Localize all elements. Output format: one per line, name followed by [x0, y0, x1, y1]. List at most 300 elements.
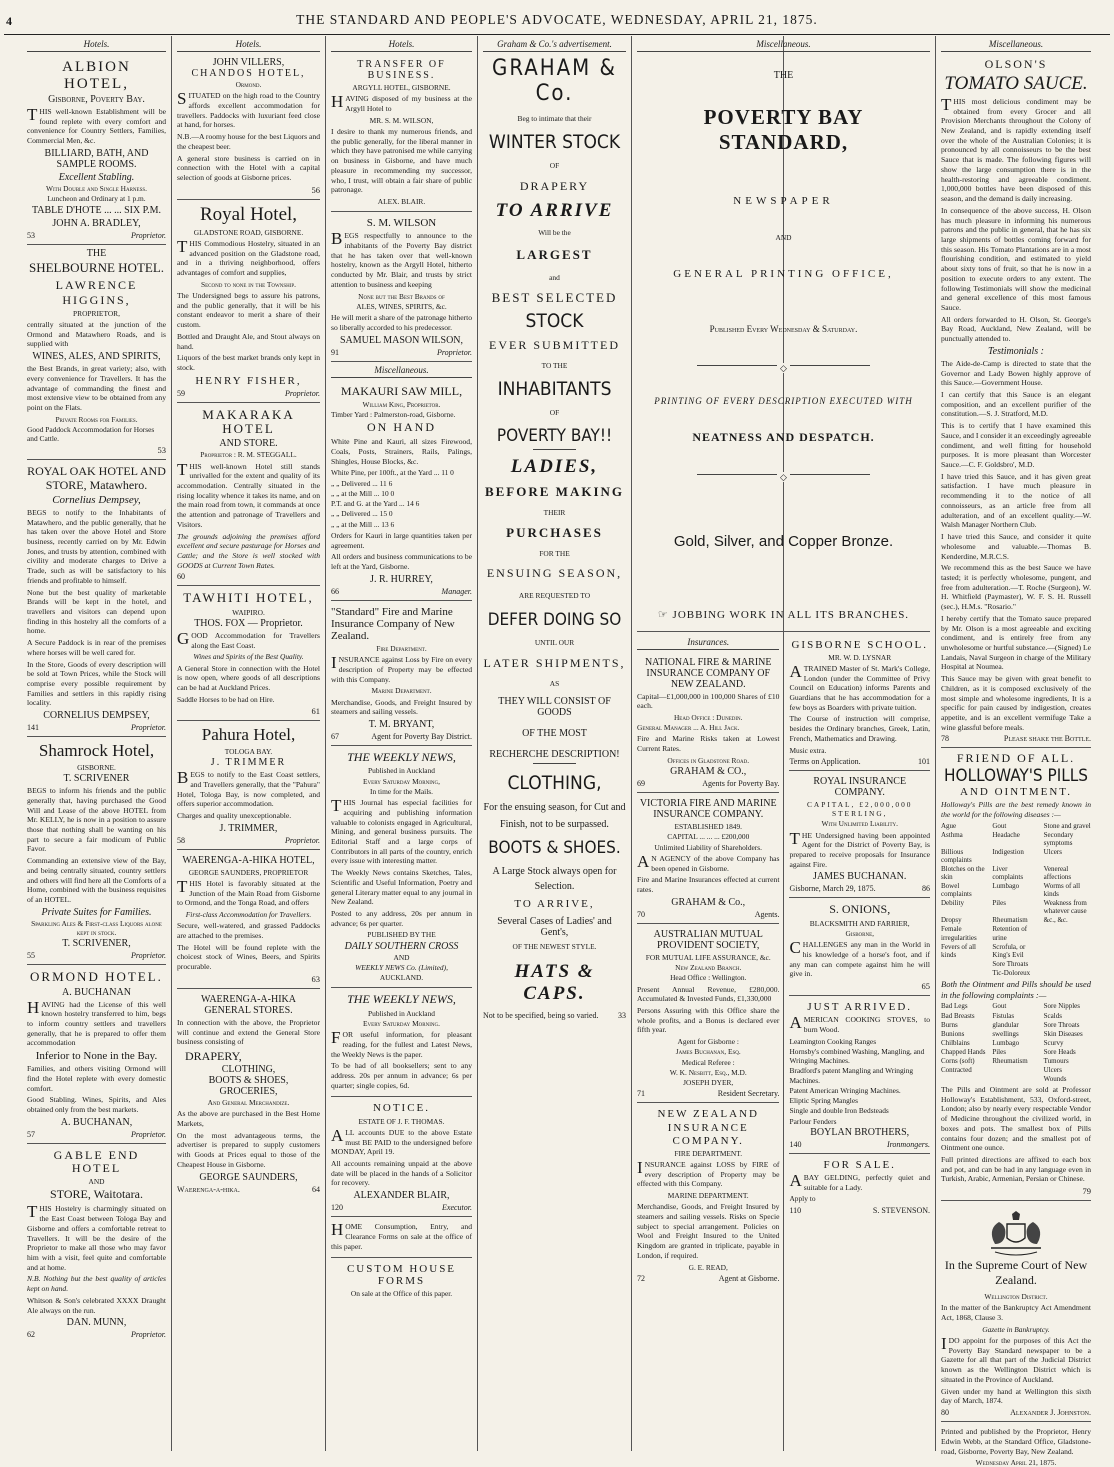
ad-line: Not to be specified, being so varied.	[483, 1011, 599, 1020]
ad-body: Posted to any address, 20s per annum in advance; 6s per quarter.	[331, 909, 472, 928]
ad-place: Waerenga-a-hika.	[177, 1184, 240, 1194]
ad-title: WAERENGA-A-HIKA HOTEL,	[182, 854, 315, 866]
ad-body: IDO appoint for the purposes of this Act the Poverty Bay Standard newspaper to be a Gazette for all that part of the Judicial District known as the Wellington District which is situated in the Province of Auckland.	[941, 1334, 1091, 1384]
table-cell	[1044, 960, 1091, 968]
ad-body: All accounts remaining unpaid at the above date will be placed in the hands of a Solicitor for recovery.	[331, 1158, 472, 1188]
table-cell: Bad Legs	[941, 1002, 968, 1011]
list-item: Leamington Cooking Ranges	[789, 1036, 877, 1046]
table-cell: swellings	[992, 1029, 1019, 1038]
table-cell	[1044, 925, 1091, 941]
ad-title: GABLE END HOTEL	[53, 1147, 140, 1175]
ad-body: Commanding an extensive view of the Bay, and being centrally situated, country settlers and others will find here all the Comforts of a Home, combined with the business requisites of an HOTEL.	[27, 856, 166, 905]
ad-signature: CORNELIUS DEMPSEY,	[43, 710, 150, 722]
ad-role: Proprietor.	[130, 951, 166, 961]
ad-line: OF	[549, 408, 560, 418]
consumption-forms-ad	[331, 1217, 472, 1258]
price-line: „ „ at the Mill ... 10 0	[331, 488, 395, 498]
ad-subtitle: GISBORNE.	[77, 762, 116, 772]
pointing-hand-icon: ☞	[657, 608, 673, 621]
ad-number: 62	[27, 1330, 35, 1340]
ad-number: 60	[177, 572, 185, 582]
ad-role: Proprietor.	[436, 347, 472, 357]
ad-line: Unlimited Liability of Shareholders.	[654, 842, 762, 852]
list-item: AMERICAN COOKING STOVES, to burn Wood.	[789, 1013, 930, 1034]
ad-body: A general store business is carried on in connection with the Hotel with a capital selection of goods at Gisborne prices.	[177, 153, 320, 182]
ad-body: Fire and Marine Risks taken at Lowest Current Rates.	[637, 734, 780, 754]
table-cell: Worms of all kinds	[1043, 882, 1081, 899]
ad-subtitle: TOLOGA BAY.	[224, 746, 273, 756]
ad-body: Fire and Marine Insurances effected at current rates.	[637, 875, 780, 895]
imprint	[941, 1422, 1091, 1467]
ad-role: Resident Secretary.	[717, 1089, 780, 1099]
ad-body: Charges and quality unexceptionable.	[177, 810, 292, 820]
insurance-school-area	[637, 634, 930, 1287]
ad-body: Good Stabling. Wines, Spirits, and Ales obtained only from the best markets.	[27, 1095, 166, 1114]
ad-subtitle: WAIPIRO.	[232, 607, 265, 617]
ad-body: I desire to thank my numerous friends, and the public generally, for the liberal manner in which they have patronised me while carrying on business in Gisborne, and have much pleasure in recommending my successor, who, I trust, will obtain a fair share of public patronage.	[331, 126, 472, 195]
table-cell: Gout	[992, 1002, 1007, 1011]
table-cell: Piles	[992, 899, 1006, 908]
ad-line: PRINTING OF EVERY DESCRIPTION EXECUTED WITH	[654, 395, 913, 406]
ad-subtitle: AND STORE.	[219, 438, 278, 450]
ad-role: Proprietor.	[284, 835, 320, 845]
ad-title: S. M. WILSON	[366, 217, 437, 230]
ad-line: THEIR	[543, 507, 566, 517]
shamrock-hotel-ad	[27, 737, 166, 965]
ad-line: THE	[86, 248, 107, 260]
ad-line: For the ensuing season, for Cut and	[483, 801, 626, 813]
ad-title: ORMOND HOTEL.	[30, 969, 163, 985]
ad-line: First-class Accommodation for Travellers.	[185, 910, 312, 920]
ad-title: JUST ARRIVED.	[807, 1001, 913, 1014]
ad-line: Several Cases of Ladies' and Gent's,	[497, 915, 612, 938]
ad-body: GOOD Accommodation for Travellers along the East Coast.	[177, 629, 320, 650]
ad-body: HOME Consumption, Entry, and Clearance Forms on sale at the office of this paper.	[331, 1220, 472, 1251]
ad-title: POVERTY BAY STANDARD,	[703, 105, 864, 154]
ad-signature: BOYLAN BROTHERS,	[810, 1126, 910, 1138]
ad-line: THE	[773, 70, 794, 81]
ad-line: Will be the	[538, 227, 571, 237]
ad-body: The Hotel will be found replete with the choicest stock of Wines, Beers, and Spirits procurable.	[177, 942, 320, 972]
table-cell	[992, 1075, 1039, 1083]
ad-body: In consequence of the above success, H. Olson has much pleasure in informing his numerous patrons and the public in general, that he has six large shipments of bottles coming forward for this season. His Tomato Plantations are in a most flourishing condition, and estimated to yield about sixty tons of fruit, so that he is now in a position to execute orders to any extent. The following Testimonials will show the medicinal and general excellence of this most famous Sauce.	[941, 205, 1091, 312]
ad-role: Proprietor.	[130, 1330, 166, 1340]
ad-body: INSURANCE against LOSS by FIRE of every description of Property may be effected with this Company.	[637, 1157, 780, 1189]
section-heading: Insurances.	[637, 634, 779, 650]
table-cell: Rheumatism	[992, 1056, 1028, 1065]
ad-line: RECHERCHE DESCRIPTION!	[489, 748, 620, 760]
divider	[533, 763, 576, 764]
ad-line: AND	[775, 233, 792, 242]
list-item: Hornsby's combined Washing, Mangling, and Wringing Machines.	[789, 1046, 925, 1066]
column-miscellaneous-wide	[632, 36, 935, 1451]
ad-number: 53	[157, 445, 166, 456]
column-graham-ad	[478, 36, 631, 1451]
table-cell: Bunions	[941, 1029, 965, 1038]
ad-line: PUBLISHED BY THE	[367, 930, 436, 940]
table-cell: Fistulas	[992, 1011, 1015, 1020]
ad-line: General Manager ... A. Hill Jack.	[637, 723, 740, 733]
ad-line: LADIES,	[510, 455, 599, 477]
table-cell: Scalds	[1043, 1011, 1062, 1020]
table-cell: Dropsy	[941, 916, 962, 925]
ad-body: Merchandise, Goods, and Freight Insured by steamers and sailing vessels. Risks on Specie subject to special arrangement. Policies on Wool and Freight Insured to the United Kingdom are granted in triplicate, payable in London, if required.	[637, 1202, 780, 1260]
ad-role: Proprietor.	[130, 723, 166, 733]
ad-title: S. ONIONS,	[829, 902, 891, 917]
ad-number: 65	[921, 981, 930, 992]
ad-number: 66	[331, 586, 339, 596]
ad-line: OLSON'S	[984, 57, 1048, 71]
ad-title: ROYAL INSURANCE COMPANY.	[813, 775, 907, 798]
ad-line: Please shake the Bottle.	[1003, 734, 1091, 744]
ad-line: Fire Department.	[376, 644, 427, 654]
ad-line: BOOTS & SHOES,	[208, 1075, 289, 1087]
page-number: 4	[6, 14, 12, 28]
ad-subtitle: ARGYLL HOTEL, GISBORNE.	[352, 83, 451, 92]
ad-body: N.B.—A roomy house for the best Liquors and the cheapest beer.	[177, 132, 320, 151]
royal-coat-of-arms-icon	[985, 1210, 1047, 1256]
ad-number: 56	[311, 184, 320, 195]
ad-line: Terms on Application.	[789, 756, 861, 766]
table-cell: Bowel complaints	[941, 882, 972, 899]
ad-title: THE WEEKLY NEWS,	[347, 750, 456, 765]
ad-line: FIRE DEPARTMENT.	[674, 1148, 743, 1158]
ad-role: PROPRIETOR,	[73, 308, 120, 318]
table-cell: Sore Nipples	[1043, 1002, 1081, 1011]
ad-body: Present Annual Revenue, £280,000. Accumulated & Invested Funds, £1,330,000	[637, 984, 780, 1004]
ad-signature: J. TRIMMER,	[219, 822, 278, 834]
ad-body: THIS most delicious condiment may be obtained from every Grocer and all Provision Merchants throughout the Colony of New Zealand, and is rapidly extending itself over the whole of the Australian Colonies; it is pronounced by all connoisseurs to be the best Sauce that is made. The following figures will show the large consumption there is in the health-restoring and agreeable condiment. 1,000,000 bottles have been disposed of this season, and the demand is daily increasing.	[941, 94, 1091, 204]
for-sale-ad	[789, 1154, 930, 1219]
ad-body: ATRAINED Master of St. Mark's College, London (under the Committee of Privy Council on Education) informs Parents and Guardians that he has accommodation for a few boys as Boarders with private tuition.	[789, 661, 930, 712]
ad-line: DRAPERY,	[185, 1049, 242, 1064]
ad-line: ALES, WINES, SPIRITS, &c.	[356, 301, 447, 311]
ad-body: In the Store, Goods of every description will be sold at Town Prices, while the Stock will comprise every possible requirement by Families and settlers in this rapidly rising locality.	[27, 659, 166, 708]
ad-line: Second to none in the Township.	[200, 279, 297, 289]
ad-body: The Undersigned begs to assure his patrons, and the public generally, that it will be his constant endeavor to merit a share of their custom.	[177, 290, 320, 330]
ad-title: TRANSFER OF BUSINESS.	[357, 59, 446, 81]
ad-body: INSURANCE against Loss by Fire on every description of Property may be effected with this Company.	[331, 653, 472, 684]
ad-line: CLOTHING,	[221, 1064, 276, 1076]
ad-body: THE Undersigned having been appointed Agent for the District of Poverty Bay, is prepared to receive proposals for Insurance against Fire.	[789, 828, 930, 869]
makauri-saw-mill-ad	[331, 380, 472, 601]
ad-title: FOR SALE.	[823, 1158, 896, 1171]
masthead-title: THE STANDARD AND PEOPLE'S ADVOCATE, WEDNESDAY, APRIL 21, 1875.	[296, 12, 818, 27]
ad-line: FOR THE	[539, 548, 570, 558]
national-insurance-ad	[637, 652, 779, 794]
ad-subtitle: BLACKSMITH AND FARRIER,	[809, 918, 910, 928]
school-subcolumn	[784, 634, 930, 1287]
ad-role: Agent at Gisborne.	[718, 1273, 780, 1283]
ad-line: Published Every Wednesday & Saturday.	[709, 324, 858, 335]
ad-line: ON HAND	[367, 420, 436, 435]
table-cell: Ague	[941, 821, 957, 830]
ad-number: 79	[1082, 1186, 1091, 1197]
table-cell: Tumours	[1043, 1056, 1069, 1065]
ad-line: Good Paddock Accommodation for Horses and Cattle.	[27, 424, 155, 444]
ad-number: 55	[27, 951, 35, 961]
ad-number: 57	[27, 1129, 35, 1139]
table-cell	[992, 1066, 1039, 1074]
ad-body: Liquors of the best market brands only kept in stock.	[177, 353, 320, 373]
weekly-news-ad-2	[331, 988, 472, 1097]
column-miscellaneous-right	[936, 36, 1096, 1467]
ad-title: TAWHITI HOTEL,	[183, 590, 314, 606]
table-cell: Retention of urine	[992, 925, 1028, 942]
ad-body: All orders forwarded to H. Olson, St. George's Bay Road, Auckland, New Zealand, will be punctually attended to.	[941, 314, 1091, 344]
ad-owner: JOHN A. BRADLEY,	[52, 218, 141, 230]
ad-line: Published in Auckland	[368, 766, 435, 776]
ad-line: With Unlimited Liability.	[821, 819, 898, 829]
ad-title: TOMATO SAUCE.	[944, 73, 1088, 94]
ad-body: CHALLENGES any man in the World in his knowledge of a horse's foot, and if any man can compete against him he will give in.	[789, 938, 930, 979]
ad-line: LARGEST	[516, 246, 593, 262]
table-cell	[941, 1075, 988, 1083]
notice-ad	[331, 1097, 472, 1217]
ad-line: W. K. Nesbitt, Esq., M.D.	[669, 1067, 747, 1077]
ad-line: BOOTS & SHOES.	[488, 837, 621, 858]
ad-body: Capital—£1,000,000 in 100,000 Shares of £10 each.	[637, 691, 780, 711]
ad-body: HAVING disposed of my business at the Argyll Hotel to	[331, 92, 472, 113]
ad-line: HATS & CAPS.	[514, 961, 595, 1004]
ad-body: THIS well-known Establishment will be found replete with every comfort and convenience for Country Settlers, Families, Commercial Men, &c.	[27, 105, 166, 146]
chandos-hotel-ad	[177, 54, 320, 200]
ad-owner: T. SCRIVENER	[63, 773, 130, 785]
ad-line: GENERAL PRINTING OFFICE,	[673, 268, 894, 281]
table-cell: Indigestion	[992, 848, 1024, 857]
ad-line: BILLIARD, BATH, AND SAMPLE ROOMS.	[44, 147, 149, 170]
ad-body: Merchandise, Goods, and Freight Insured by steamers and sailing vessels.	[331, 697, 472, 717]
ad-title: Shamrock Hotel,	[38, 741, 155, 761]
testimonial: I have tried this Sauce, and consider it quite wholesome and valuable.—Thomas B. Kenderdine, M.R.C.S.	[941, 532, 1091, 561]
table-cell: Weakness from whatever cause	[1043, 899, 1087, 916]
ad-body: HAVING had the License of this well known hostelry transferred to him, begs to inform country settlers and travellers generally, that he is prepared to offer them accommodation	[27, 997, 166, 1048]
ad-body: A General Store in connection with the Hotel is now open, where goods of all descriptions can be had at Auckland Prices.	[177, 663, 320, 693]
ad-role: Agents for Poverty Bay.	[702, 779, 780, 789]
ad-line: Published in Auckland	[368, 1008, 435, 1018]
royal-oak-hotel-ad	[27, 460, 166, 737]
ad-body: A Secure Paddock is in rear of the premises where horses will be well cared for.	[27, 638, 166, 657]
ad-owner: JOHN VILLERS,	[212, 57, 285, 68]
ad-body: BEGS to notify to the East Coast settlers, and Travellers generally, that the "Pahura" Hotel, Tologa Bay, is now completed, and offers superior accommodation.	[177, 768, 320, 809]
ad-owner: GEORGE SAUNDERS, PROPRIETOR	[188, 867, 309, 877]
ad-role: Ironmongers.	[886, 1139, 930, 1149]
ad-title: NOTICE.	[372, 1102, 431, 1115]
masthead-rule	[4, 34, 1110, 35]
royal-insurance-ad	[789, 771, 930, 899]
ad-role: Proprietor.	[130, 1129, 166, 1139]
ad-signature: SAMUEL MASON WILSON,	[339, 334, 464, 346]
ad-signature: HENRY FISHER,	[195, 374, 302, 387]
ad-signature: T. M. BRYANT,	[368, 719, 435, 731]
ad-title: NATIONAL FIRE & MARINE INSURANCE COMPANY OF NEW ZEALAND.	[644, 656, 772, 690]
column-heading: Miscellaneous.	[941, 36, 1091, 52]
ad-body: AN AGENCY of the above Company has been opened in Gisborne.	[637, 851, 780, 873]
ad-role: Agent for Poverty Bay District.	[371, 732, 472, 742]
section-heading: Testimonials :	[987, 345, 1045, 357]
ad-title: CUSTOM HOUSE FORMS	[346, 1263, 457, 1288]
ad-line: New Zealand Branch.	[675, 963, 742, 972]
ad-number: 71	[637, 1089, 645, 1099]
ad-number: 64	[312, 1184, 320, 1194]
price-line: P.T. and G. at the Yard ... 14 6	[331, 499, 420, 509]
ad-role: Executor.	[442, 1203, 472, 1213]
ad-title: In the Supreme Court of New Zealand.	[944, 1258, 1088, 1288]
ad-body: Full printed directions are affixed to each box and pot, and can be had in any language even in Turkish, Arabic, Armenian, Persian or Chinese.	[941, 1154, 1091, 1184]
ad-title: INSURANCE COMPANY.	[667, 1122, 749, 1147]
ad-line: Wellington District.	[984, 1292, 1048, 1302]
testimonial: We recommend this as the best Sauce we have tasted; it is perfectly wholesome, pungent, and free from adulteration.—T. Roche (Surgeon), W. H. Whitfield (Paymaster), W. F. S. H. Russell (sec.), H.M.s. "Rosario."	[941, 563, 1091, 612]
ad-line: A Large Stock always open for	[492, 865, 617, 877]
ad-line: Wines and Spirits of the Best Quality.	[193, 652, 304, 662]
ad-line: GRAHAM & Co.	[492, 56, 617, 106]
ad-line: Medical Referee :	[681, 1057, 735, 1067]
ad-line: Marine Department.	[371, 686, 432, 696]
waerenga-stores-ad	[177, 989, 320, 1198]
table-cell: Liver complaints	[992, 865, 1024, 882]
ad-number: 72	[637, 1273, 645, 1283]
ad-line: Inferior to None in the Bay.	[35, 1050, 158, 1063]
ad-line: MR. S. M. WILSON,	[369, 115, 434, 125]
ad-line: ESTABLISHED 1849.	[674, 822, 743, 832]
ad-line: James Buchanan, Esq.	[675, 1047, 741, 1057]
ad-line: Apply to	[789, 1194, 816, 1204]
ad-signature: Alexander J. Johnston.	[1010, 1408, 1091, 1418]
ad-title: AUSTRALIAN MUTUAL PROVIDENT SOCIETY,	[653, 928, 763, 951]
onions-blacksmith-ad	[789, 898, 930, 996]
ormond-hotel-ad	[27, 965, 166, 1143]
ad-signature: J. R. HURREY,	[370, 573, 433, 585]
ad-line: Gold, Silver, and Copper Bronze.	[673, 532, 894, 550]
diseases-table	[941, 822, 1091, 977]
makaraka-hotel-ad	[177, 403, 320, 587]
ad-title: THE WEEKLY NEWS,	[347, 992, 456, 1007]
ad-line: Finish, not to be surpassed.	[500, 818, 609, 830]
column-hotels-2	[172, 36, 325, 1451]
ad-body: centrally situated at the junction of the Ormond and Matawhero Roads, and is supplied with	[27, 319, 166, 349]
ad-line: AS	[549, 678, 560, 688]
ad-body: Families, and others visiting Ormond will find the Hotel replete with every domestic comfort.	[27, 1064, 166, 1093]
pahura-hotel-ad	[177, 721, 320, 850]
ad-body: The Pills and Ointment are sold at Professor Holloway's Establishment, 533, Oxford-street, London; also by nearly every respectable Vendor of Medicine throughout the civilized world, in boxes and pots. The smallest box of Pills contains four dozen; and the smallest pot of Ointment one ounce.	[941, 1084, 1091, 1153]
ad-title: NEW ZEALAND	[657, 1108, 759, 1121]
ad-line: MARINE DEPARTMENT.	[667, 1191, 749, 1201]
ad-body: In the matter of the Bankruptcy Act Amendment Act, 1868, Clause 3.	[941, 1303, 1091, 1323]
complaints-table	[941, 1002, 1091, 1082]
standard-insurance-ad	[331, 601, 472, 746]
table-cell	[941, 960, 988, 968]
ad-line: INHABITANTS	[497, 378, 612, 401]
insurances-subcolumn	[637, 634, 784, 1287]
ornament-rule: ◇	[637, 358, 930, 372]
ad-line: DEFER DOING SO	[487, 610, 622, 631]
table-cell: Sore Throats	[1043, 1020, 1080, 1029]
ad-subtitle: FOR MUTUAL LIFE ASSURANCE, &c.	[645, 952, 771, 962]
ad-signature: JOSEPH DYER,	[683, 1078, 734, 1088]
section-heading: Miscellaneous.	[331, 362, 472, 378]
ad-body: N.B. Nothing but the best quality of articles kept on hand.	[27, 1274, 166, 1294]
column-heading: Miscellaneous.	[637, 36, 930, 52]
ad-line: ENSUING SEASON,	[486, 566, 623, 580]
ad-line: Saddle Horses to be had on Hire.	[177, 694, 275, 704]
ad-line: OF THE MOST	[522, 727, 587, 739]
ad-body: Both the Ointment and Pills should be used in the following complaints :—	[941, 978, 1091, 1000]
ad-body: None but the best quality of marketable Brands will be kept in the hotel, and travellers and visitors can depend upon finding in this hostelry all the comforts of a home.	[27, 587, 166, 636]
ad-number: 110	[789, 1205, 802, 1215]
divider	[533, 449, 576, 450]
table-cell	[1044, 943, 1091, 959]
table-cell: Contracted	[941, 1065, 972, 1074]
table-cell	[941, 969, 988, 977]
ad-owner: A. BUCHANAN	[62, 986, 131, 998]
ad-number: 91	[331, 347, 339, 357]
table-cell: &c., &c.	[1043, 916, 1068, 925]
ad-line: Selection.	[534, 880, 575, 892]
ad-line: CAPITAL, £2,000,000 STERLING,	[806, 799, 913, 819]
ad-body: ALL accounts DUE to the above Estate must BE PAID to the undersigned before MONDAY, April 19.	[331, 1125, 472, 1157]
ad-owner: MR. W. D. LYSNAR	[828, 652, 892, 662]
ad-body: On sale at the Office of this paper.	[350, 1289, 453, 1299]
ad-number: 141	[27, 723, 39, 733]
ad-title: Pahura Hotel,	[201, 725, 296, 745]
ad-line: BEST SELECTED	[491, 290, 618, 305]
ad-line: and	[549, 272, 560, 282]
ad-line: AUCKLAND.	[379, 973, 424, 983]
column-heading: Hotels.	[27, 36, 166, 52]
ad-role: Agents.	[754, 909, 780, 919]
ad-line: BEFORE MAKING	[484, 483, 625, 499]
ad-body: THIS Hostelry is charmingly situated on the East Coast between Tologa Bay and Gisborne and offers a comfortable retreat to Travellers. It will be the desire of the Proprietor to make all those who may favor him with a visit, feel quite and comfortable and at home.	[27, 1202, 166, 1272]
nz-insurance-ad	[637, 1103, 779, 1287]
holloways-pills-ad	[941, 748, 1091, 1201]
ad-body: Orders for Kauri in large quantities taken per agreement.	[331, 530, 472, 550]
ad-line: Timber Yard : Palmerston-road, Gisborne.	[331, 410, 456, 419]
ad-number: 63	[311, 973, 320, 984]
list-item: Patent American Wringing Machines.	[789, 1085, 901, 1095]
table-cell: Billious complaints	[941, 848, 972, 865]
ad-subtitle: STORE, Waitotara.	[50, 1187, 143, 1202]
ad-body: All orders and business communications to be left at the Yard, Gisborne.	[331, 552, 472, 572]
ad-line: CAPITAL ... ... ... £200,000	[667, 832, 750, 842]
ad-title: GISBORNE SCHOOL.	[791, 638, 928, 651]
table-cell: Ulcers	[1043, 848, 1062, 857]
column-heading: Graham & Co.'s advertisement.	[483, 36, 626, 52]
ad-title: WAERENGA-A-HIKA GENERAL STORES.	[201, 993, 296, 1016]
ad-line: EVER SUBMITTED	[489, 338, 620, 352]
ad-line: Head Office : Dunedin.	[673, 712, 743, 722]
table-cell	[1044, 969, 1091, 977]
graham-advertisement	[483, 56, 626, 1020]
ad-number: 67	[331, 732, 339, 742]
ad-line: TABLE D'HOTE ... ... SIX P.M.	[31, 205, 162, 217]
table-cell: Female irregularities	[941, 925, 977, 942]
table-cell: Ulcers	[1043, 1065, 1062, 1074]
ad-role: Proprietor.	[130, 231, 166, 241]
ad-line: AND	[393, 952, 410, 962]
table-cell: Asthma	[941, 830, 963, 839]
ad-subtitle: Ormond.	[235, 80, 262, 89]
table-cell: Corns (soft)	[941, 1056, 975, 1065]
ad-owner: J. TRIMMER	[210, 757, 287, 769]
table-cell: Lumbago	[992, 1038, 1020, 1047]
ad-line: GROCERIES,	[219, 1086, 278, 1098]
ad-line: ARE REQUESTED TO	[518, 591, 591, 600]
ad-signature: DAN. MUNN,	[66, 1317, 127, 1329]
ad-body: In connection with the above, the Proprietor will continue and extend the General Store business consisting of	[177, 1017, 320, 1047]
ad-subtitle: ESTATE OF J. F. THOMAS.	[358, 1116, 445, 1126]
testimonial: The Aide-de-Camp is directed to state that the Governor and Lady Bowen highly approve of this Sauce.—Government House.	[941, 358, 1091, 388]
ad-title: VICTORIA FIRE AND MARINE INSURANCE COMPANY.	[639, 798, 777, 821]
